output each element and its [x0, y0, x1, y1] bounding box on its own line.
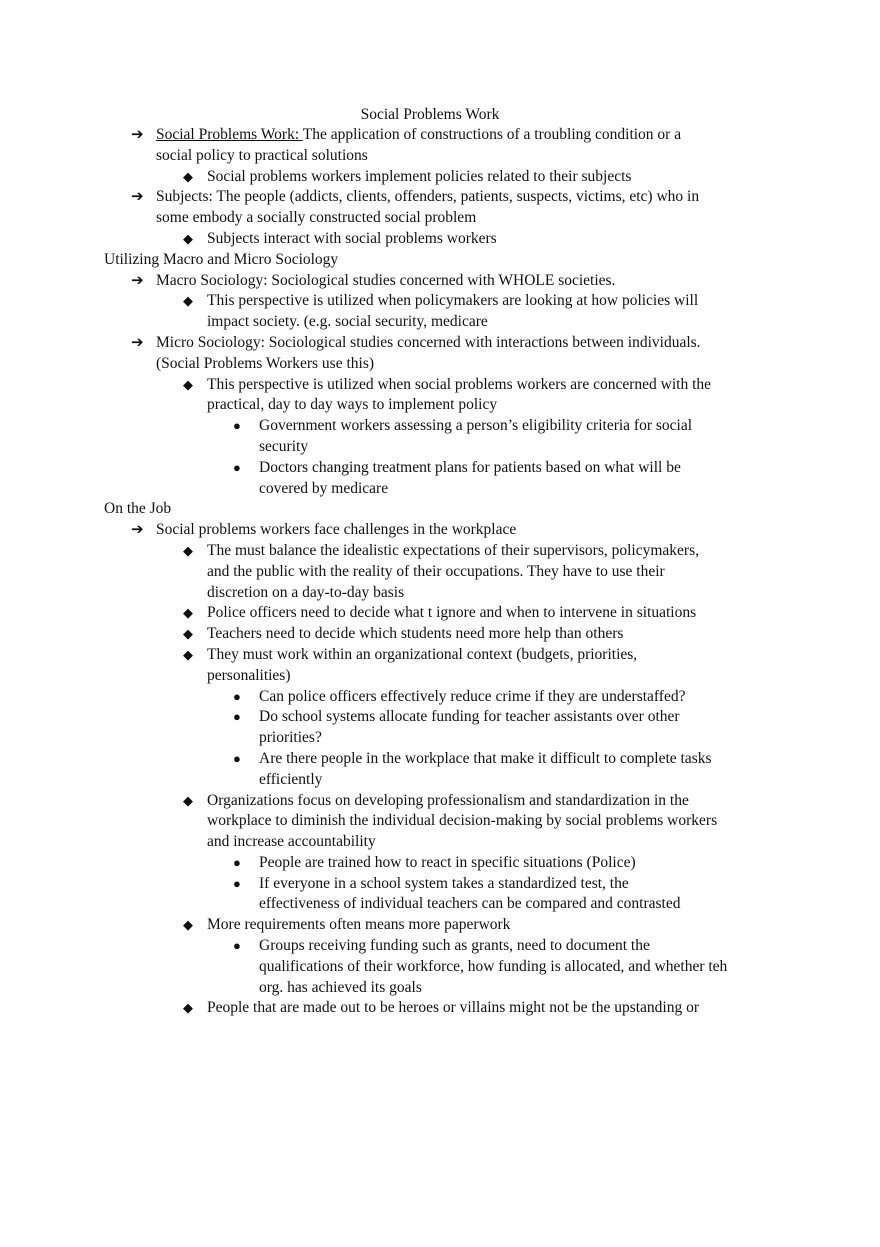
list-item [104, 458, 754, 479]
diamond-bullet-icon: ◆ [183, 1000, 193, 1016]
list-item-text: Do school systems allocate funding for teacher assistants over other [259, 708, 680, 726]
list-item-text: Police officers need to decide what t ignore and when to intervene in situations [207, 604, 697, 622]
diamond-bullet-icon: ◆ [183, 168, 193, 184]
list-item-continuation: efficiently [259, 770, 323, 788]
list-item [104, 375, 754, 396]
dot-bullet-icon: ● [233, 875, 241, 891]
list-item-text: Are there people in the workplace that make it difficult to complete tasks [259, 749, 712, 767]
list-item-text: Subjects: The people (addicts, clients, offenders, patients, suspects, victims, etc) who in [156, 188, 700, 206]
arrow-bullet-icon: ➔ [131, 127, 144, 143]
list-item [104, 936, 754, 957]
dot-bullet-icon: ● [233, 854, 241, 870]
list-item [104, 333, 754, 354]
list-item [104, 874, 754, 895]
list-item [104, 541, 754, 562]
diamond-bullet-icon: ◆ [183, 917, 193, 933]
section-heading: Utilizing Macro and Micro Sociology [104, 250, 339, 268]
list-item-text: Doctors changing treatment plans for patients based on what will be [259, 458, 681, 476]
list-item-text: Can police officers effectively reduce crime if they are understaffed? [259, 687, 686, 705]
list-item [104, 915, 754, 936]
list-item-text: The application of constructions of a troubling condition or a [302, 126, 682, 143]
list-item [104, 125, 754, 146]
list-item [104, 707, 754, 728]
list-item-text: Groups receiving funding such as grants, need to document the [259, 937, 650, 955]
diamond-bullet-icon: ◆ [183, 792, 193, 808]
diamond-bullet-icon: ◆ [183, 542, 193, 558]
list-item [104, 291, 754, 312]
dot-bullet-icon: ● [233, 688, 241, 704]
list-item-continuation: priorities? [259, 729, 322, 747]
list-item-text: The must balance the idealistic expectations of their supervisors, policymakers, [207, 541, 699, 559]
list-item-text: They must work within an organizational context (budgets, priorities, [207, 645, 638, 663]
dot-bullet-icon: ● [233, 938, 241, 954]
list-item [104, 687, 754, 708]
list-item-text: Social problems workers implement policies related to their subjects [207, 167, 632, 185]
list-item-continuation: org. has achieved its goals [259, 978, 422, 996]
list-item-text: If everyone in a school system takes a standardized test, the [259, 874, 629, 892]
page-title: Social Problems Work [360, 106, 500, 123]
list-item-text: Macro Sociology: Sociological studies concerned with WHOLE societies. [156, 271, 616, 289]
diamond-bullet-icon: ◆ [183, 376, 193, 392]
list-item-continuation: and the public with the reality of their occupations. They have to use their [207, 562, 665, 580]
list-item [104, 271, 754, 292]
list-item-continuation: (Social Problems Workers use this) [156, 354, 375, 372]
list-item [104, 520, 754, 541]
arrow-bullet-icon: ➔ [131, 334, 144, 351]
dot-bullet-icon: ● [233, 750, 241, 766]
list-item-continuation: effectiveness of individual teachers can be compared and contrasted [259, 895, 681, 913]
list-item-continuation: impact society. (e.g. social security, medicare [207, 313, 488, 331]
list-item-continuation: social policy to practical solutions [156, 146, 368, 164]
list-item-text: Subjects interact with social problems workers [207, 229, 497, 247]
list-item-text: Teachers need to decide which students need more help than others [207, 625, 624, 643]
dot-bullet-icon: ● [233, 459, 241, 475]
list-item [104, 229, 754, 250]
diamond-bullet-icon: ◆ [183, 626, 193, 642]
list-item-continuation: covered by medicare [259, 479, 389, 497]
list-item-text: Social problems workers face challenges in the workplace [156, 521, 517, 539]
diamond-bullet-icon: ◆ [183, 293, 193, 309]
list-item-text: People are trained how to react in specific situations (Police) [259, 853, 636, 871]
list-item-text: More requirements often means more paperwork [207, 916, 511, 934]
list-item [104, 187, 754, 208]
diamond-bullet-icon: ◆ [183, 230, 193, 246]
arrow-bullet-icon: ➔ [131, 272, 144, 289]
list-item-continuation: security [259, 437, 309, 455]
list-item [104, 791, 754, 812]
dot-bullet-icon: ● [233, 709, 241, 725]
arrow-bullet-icon: ➔ [131, 522, 144, 539]
list-item-text: Government workers assessing a person’s eligibility criteria for social [259, 417, 693, 435]
list-item-continuation: practical, day to day ways to implement policy [207, 396, 498, 414]
list-item-continuation: qualifications of their workforce, how funding is allocated, and whether teh [259, 957, 728, 975]
list-item [104, 624, 754, 645]
document-body [104, 125, 754, 1019]
list-item [104, 167, 754, 188]
diamond-bullet-icon: ◆ [183, 646, 193, 662]
section-heading: On the Job [104, 500, 172, 518]
diamond-bullet-icon: ◆ [183, 605, 193, 621]
list-item [104, 749, 754, 770]
list-item [104, 603, 754, 624]
list-item-text: Organizations focus on developing professionalism and standardization in the [207, 791, 689, 809]
list-item [104, 998, 754, 1019]
list-item-text: People that are made out to be heroes or villains might not be the upstanding or [207, 999, 700, 1017]
list-item-continuation: some embody a socially constructed social problem [156, 209, 477, 227]
list-item-text: This perspective is utilized when social problems workers are concerned with the [207, 375, 712, 393]
list-item [104, 416, 754, 437]
arrow-bullet-icon: ➔ [131, 189, 144, 206]
list-item-continuation: and increase accountability [207, 833, 376, 851]
term-social-problems-work: Social Problems Work: [156, 126, 303, 143]
list-item-continuation: workplace to diminish the individual decision-making by social problems workers [207, 812, 718, 830]
list-item [104, 853, 754, 874]
list-item [104, 645, 754, 666]
dot-bullet-icon: ● [233, 418, 241, 434]
list-item-text: Micro Sociology: Sociological studies concerned with interactions between individuals. [156, 333, 701, 351]
list-item-continuation: personalities) [207, 666, 291, 684]
list-item-continuation: discretion on a day-to-day basis [207, 583, 405, 601]
list-item-text: This perspective is utilized when policymakers are looking at how policies will [207, 292, 699, 310]
